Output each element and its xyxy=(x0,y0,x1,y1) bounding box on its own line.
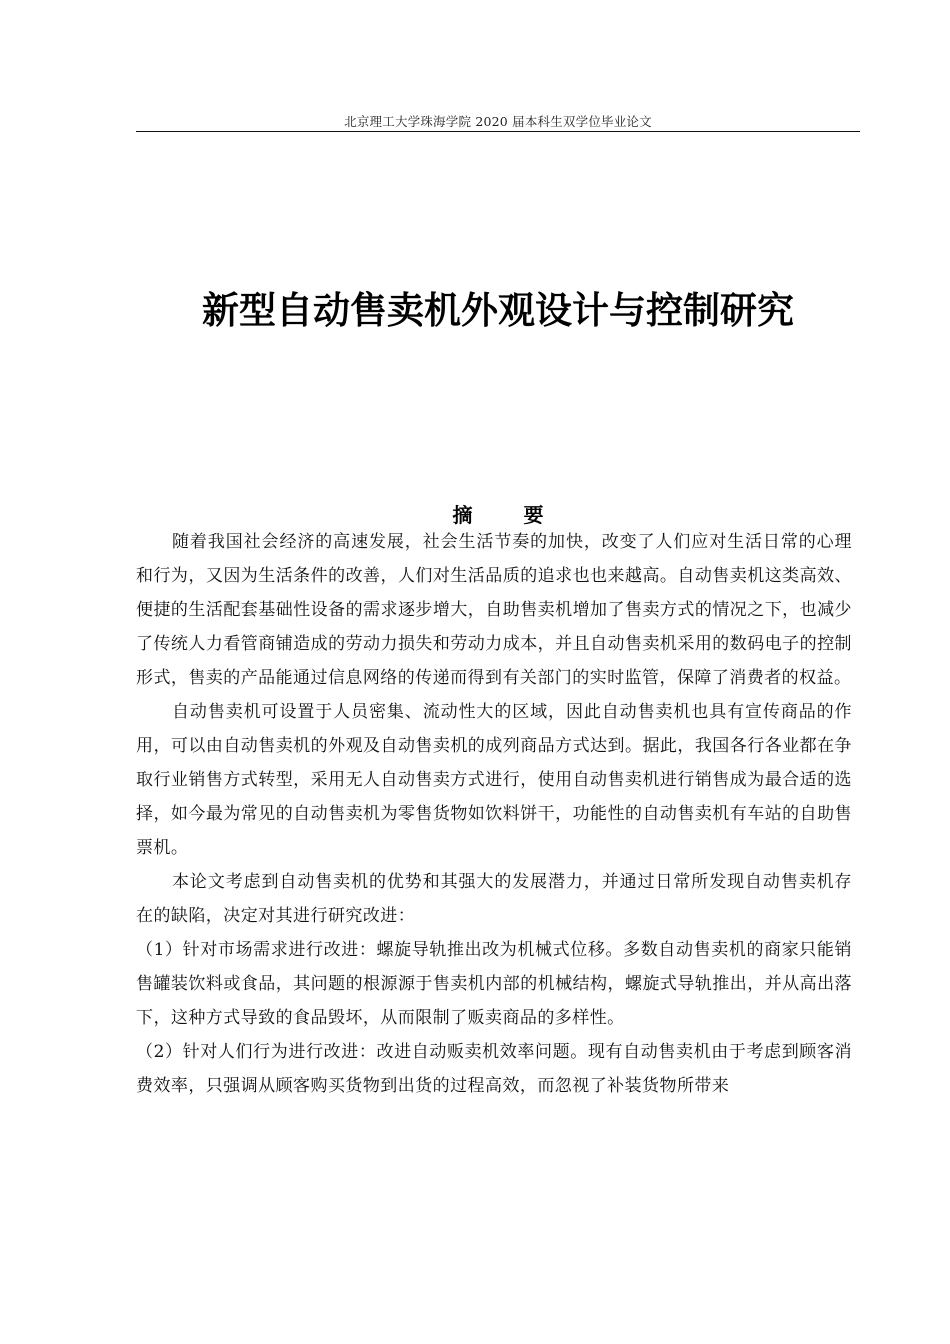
abstract-paragraph-2: 自动售卖机可设置于人员密集、流动性大的区域，因此自动售卖机也具有宣传商品的作用，可以由自动售卖机的外观及自动售卖机的成列商品方式达到。据此，我国各行各业都在争取行业销售方式转型，采用无人自动售卖方式进行，使用自动售卖机进行销售成为最合适的选择，如今最为常见的自动售卖机为零售货物如饮料饼干，功能性的自动售卖机有车站的自助售票机。 xyxy=(136,702,852,858)
abstract-heading: 摘 要 xyxy=(452,502,566,527)
abstract-paragraph-1: 随着我国社会经济的高速发展，社会生活节奏的加快，改变了人们应对生活日常的心理和行为，又因为生活条件的改善，人们对生活品质的追求也也来越高。自动售卖机这类高效、便捷的生活配套基础性设备的需求逐步增大，自助售卖机增加了售卖方式的情况之下，也减少了传统人力看管商铺造成的劳动力损失和劳动力成本，并且自动售卖机采用的数码电子的控制形式，售卖的产品能通过信息网络的传递而得到有关部门的实时监管，保障了消费者的权益。 xyxy=(136,532,852,688)
abstract-body xyxy=(136,525,852,1103)
header-rule xyxy=(136,131,860,132)
abstract-paragraph-3: 本论文考虑到自动售卖机的优势和其强大的发展潜力，并通过日常所发现自动售卖机存在的缺陷，决定对其进行研究改进： xyxy=(136,872,852,926)
running-header: 北京理工大学珠海学院 2020 届本科生双学位毕业论文 xyxy=(344,114,652,129)
abstract-list-item-2: （2）针对人们行为进行改进：改进自动贩卖机效率问题。现有自动售卖机由于考虑到顾客消费效率，只强调从顾客购买货物到出货的过程高效，而忽视了补装货物所带来 xyxy=(136,1042,852,1096)
abstract-list-item-1: （1）针对市场需求进行改进：螺旋导轨推出改为机械式位移。多数自动售卖机的商家只能销售罐装饮料或食品，其问题的根源源于售卖机内部的机械结构，螺旋式导轨推出，并从高出落下，这种方式导致的食品毁坏，从而限制了贩卖商品的多样性。 xyxy=(136,940,852,1028)
thesis-title: 新型自动售卖机外观设计与控制研究 xyxy=(202,288,794,332)
